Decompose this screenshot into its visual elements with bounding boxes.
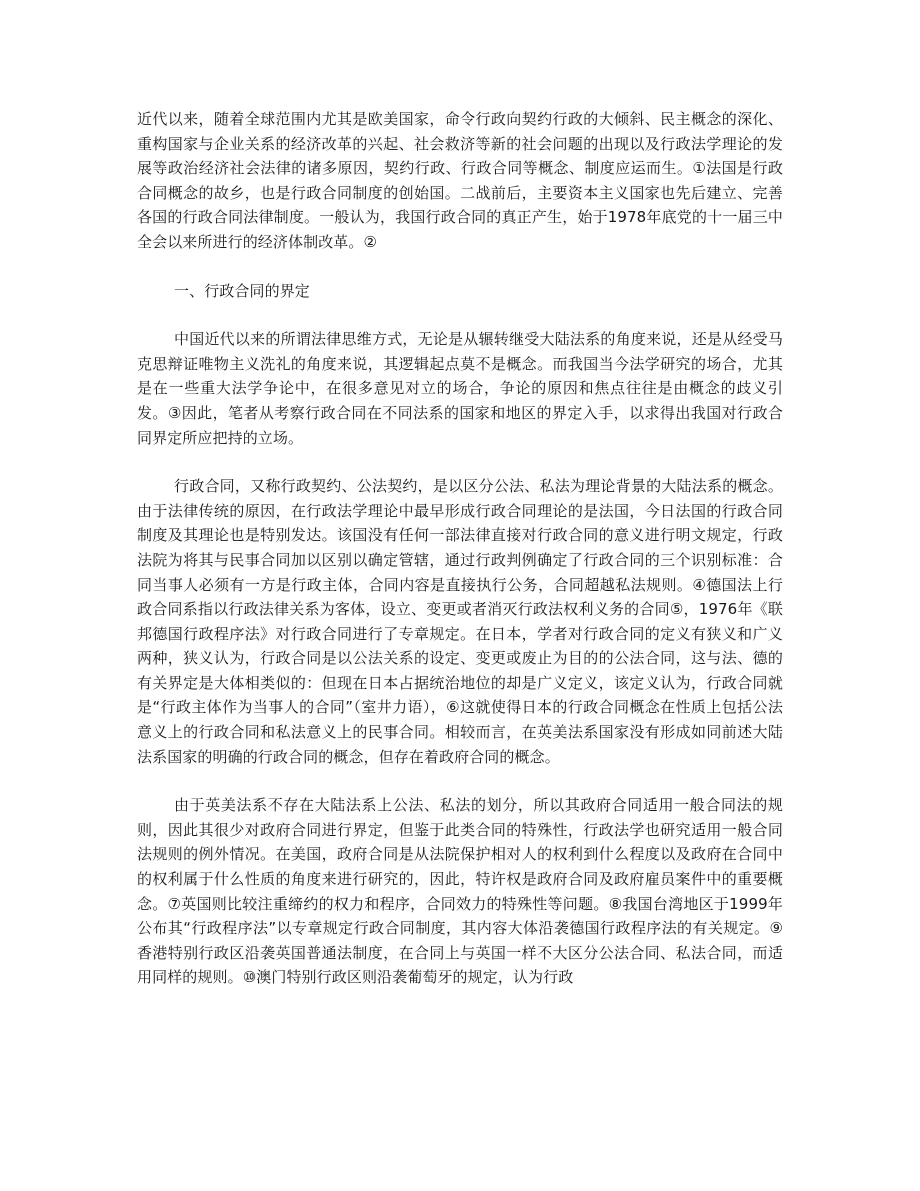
body-paragraph-definition: 行政合同，又称行政契约、公法契约，是以区分公法、私法为理论背景的大陆法系的概念。由于法律传统的原因，在行政法学理论中最早形成行政合同理论的是法国，今日法国的行政合同制度及其理论也是特别发达。该国没有任何一部法律直接对行政合同的意义进行明文规定，行政法院为将其与民事合同加以区别以确定管辖，通过行政判例确定了行政合同的三个识别标准：合同当事人必须有一方是行政主体，合同内容是直接执行公务，合同超越私法规则。④德国法上行政合同系指以行政法律关系为客体，设立、变更或者消灭行政法权利义务的合同⑤，1976年《联邦德国行政程序法》对行政合同进行了专章规定。在日本，学者对行政合同的定义有狭义和广义两种，狭义认为，行政合同是以公法关系的设定、变更或废止为目的的公法合同，这与法、德的有关界定是大体相类似的：但现在日本占据统治地位的却是广义定义，该定义认为，行政合同就是“行政主体作为当事人的合同”（室井力语），⑥这就使得日本的行政合同概念在性质上包括公法意义上的行政合同和私法意义上的民事合同。相较而言，在英美法系国家没有形成如同前述大陆法系国家的明确的行政合同的概念，但存在着政府合同的概念。 xyxy=(137,477,783,766)
body-paragraph-concept: 中国近代以来的所谓法律思维方式，无论是从辗转继受大陆法系的角度来说，还是从经受马克思辩证唯物主义洗礼的角度来说，其逻辑起点莫不是概念。而我国当今法学研究的场合，尤其是在一些重大法学争论中，在很多意见对立的场合，争论的原因和焦点往往是由概念的歧义引发。③因此，笔者从考察行政合同在不同法系的国家和地区的界定入手，以求得出我国对行政合同界定所应把持的立场。 xyxy=(137,330,783,447)
section-heading: 一、行政合同的界定 xyxy=(174,281,310,300)
document-body xyxy=(137,107,783,990)
body-paragraph-common-law: 由于英美法系不存在大陆法系上公法、私法的划分，所以其政府合同适用一般合同法的规则，因此其很少对政府合同进行界定，但鉴于此类合同的特殊性，行政法学也研究适用一般合同法规则的例外情况。在美国，政府合同是从法院保护相对人的权利到什么程度以及政府在合同中的权利属于什么性质的角度来进行研究的，因此，特许权是政府合同及政府雇员案件中的重要概念。⑦英国则比较注重缔约的权力和程序，合同效力的特殊性等问题。⑧我国台湾地区于1999年公布其“行政程序法”以专章规定行政合同制度，其内容大体沿袭德国行政程序法的有关规定。⑨香港特别行政区沿袭英国普通法制度，在合同上与英国一样不大区分公法合同、私法合同，而适用同样的规则。⑩澳门特别行政区则沿袭葡萄牙的规定，认为行政 xyxy=(137,796,783,987)
intro-paragraph: 近代以来，随着全球范围内尤其是欧美国家，命令行政向契约行政的大倾斜、民主概念的深化、重构国家与企业关系的经济改革的兴起、社会救济等新的社会问题的出现以及行政法学理论的发展等政治经济社会法律的诸多原因，契约行政、行政合同等概念、制度应运而生。①法国是行政合同概念的故乡，也是行政合同制度的创始国。二战前后，主要资本主义国家也先后建立、完善各国的行政合同法律制度。一般认为，我国行政合同的真正产生，始于1978年底党的十一届三中全会以来所进行的经济体制改革。② xyxy=(137,110,783,251)
